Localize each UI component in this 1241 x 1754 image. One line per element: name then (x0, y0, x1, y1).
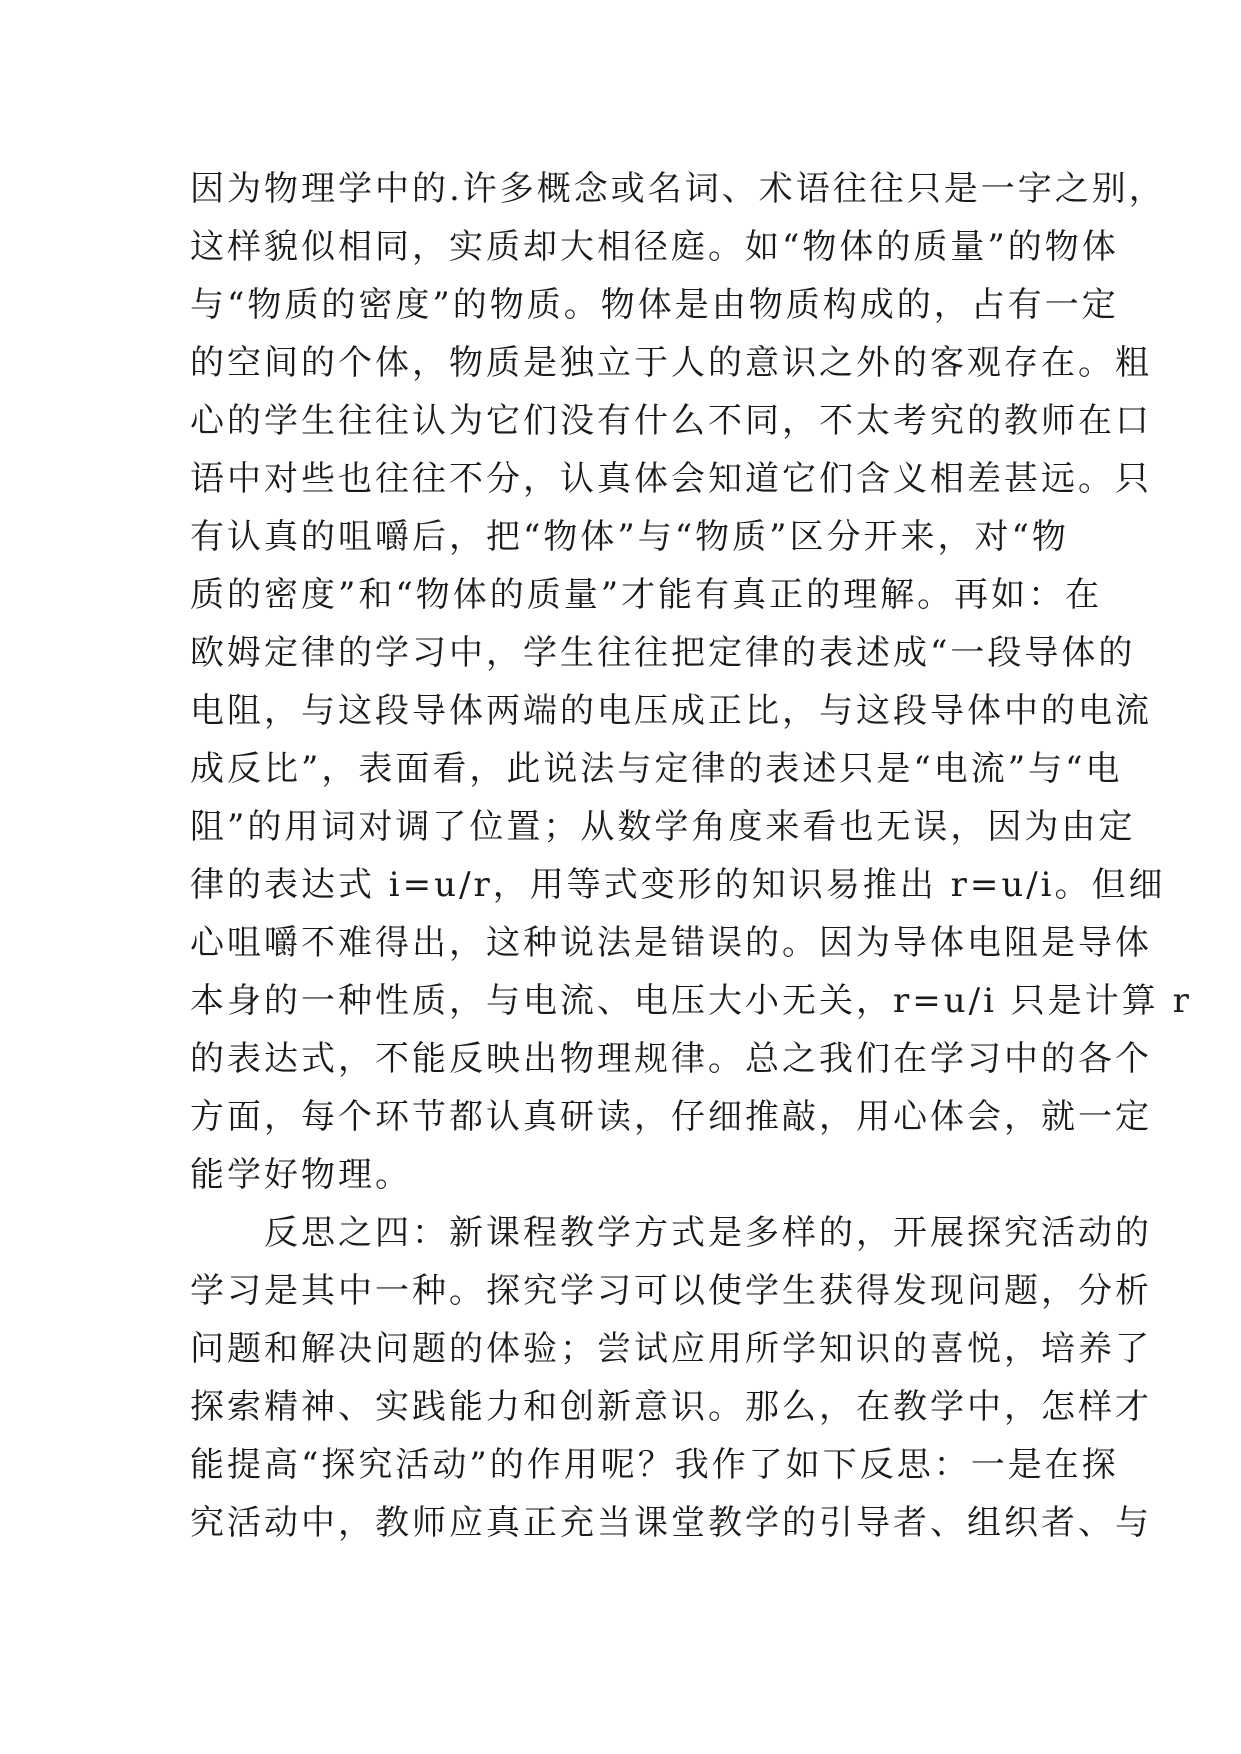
text-line: 问题和解决问题的体验；尝试应用所学知识的喜悦，培养了 (190, 1329, 1152, 1369)
text-line: 因为物理学中的.许多概念或名词、术语往往只是一字之别， (190, 169, 1166, 209)
text-line: 阻”的用词对调了位置；从数学角度来看也无误，因为由定 (190, 807, 1136, 847)
body-text (190, 160, 1192, 1552)
text-line: 学习是其中一种。探究学习可以使学生获得发现问题，分析 (190, 1271, 1152, 1311)
text-line: 心咀嚼不难得出，这种说法是错误的。因为导体电阻是导体 (190, 923, 1152, 963)
text-line: 质的密度”和“物体的质量”才能有真正的理解。再如：在 (190, 575, 1103, 615)
text-line: 究活动中，教师应真正充当课堂教学的引导者、组织者、与 (190, 1503, 1152, 1543)
text-line: 欧姆定律的学习中，学生往往把定律的表述成“一段导体的 (190, 633, 1136, 673)
text-line: 的表达式，不能反映出物理规律。总之我们在学习中的各个 (190, 1039, 1152, 1079)
text-line: 语中对些也往往不分，认真体会知道它们含义相差甚远。只 (190, 459, 1152, 499)
text-line: 与“物质的密度”的物质。物体是由物质构成的，占有一定 (190, 285, 1119, 325)
text-line: 电阻，与这段导体两端的电压成正比，与这段导体中的电流 (190, 691, 1152, 731)
text-line: 本身的一种性质，与电流、电压大小无关，r=u/i 只是计算 r (190, 981, 1192, 1021)
text-line: 有认真的咀嚼后，把“物体”与“物质”区分开来，对“物 (190, 517, 1069, 557)
text-line: 探索精神、实践能力和创新意识。那么，在教学中，怎样才 (190, 1387, 1152, 1427)
text-line: 律的表达式 i=u/r，用等式变形的知识易推出 r=u/i。但细 (190, 865, 1166, 905)
text-line: 这样貌似相同，实质却大相径庭。如“物体的质量”的物体 (190, 227, 1119, 267)
text-line: 方面，每个环节都认真研读，仔细推敲，用心体会，就一定 (190, 1097, 1152, 1137)
text-line: 成反比”，表面看，此说法与定律的表述只是“电流”与“电 (190, 749, 1123, 789)
text-line: 反思之四：新课程教学方式是多样的，开展探究活动的 (190, 1213, 1152, 1253)
text-line: 能提高“探究活动”的作用呢？我作了如下反思：一是在探 (190, 1445, 1119, 1485)
paragraph-1 (190, 160, 1192, 1204)
text-line: 能学好物理。 (190, 1155, 412, 1195)
text-line: 心的学生往往认为它们没有什么不同，不太考究的教师在口 (190, 401, 1152, 441)
text-line: 的空间的个体，物质是独立于人的意识之外的客观存在。粗 (190, 343, 1152, 383)
paragraph-2 (190, 1204, 1152, 1552)
